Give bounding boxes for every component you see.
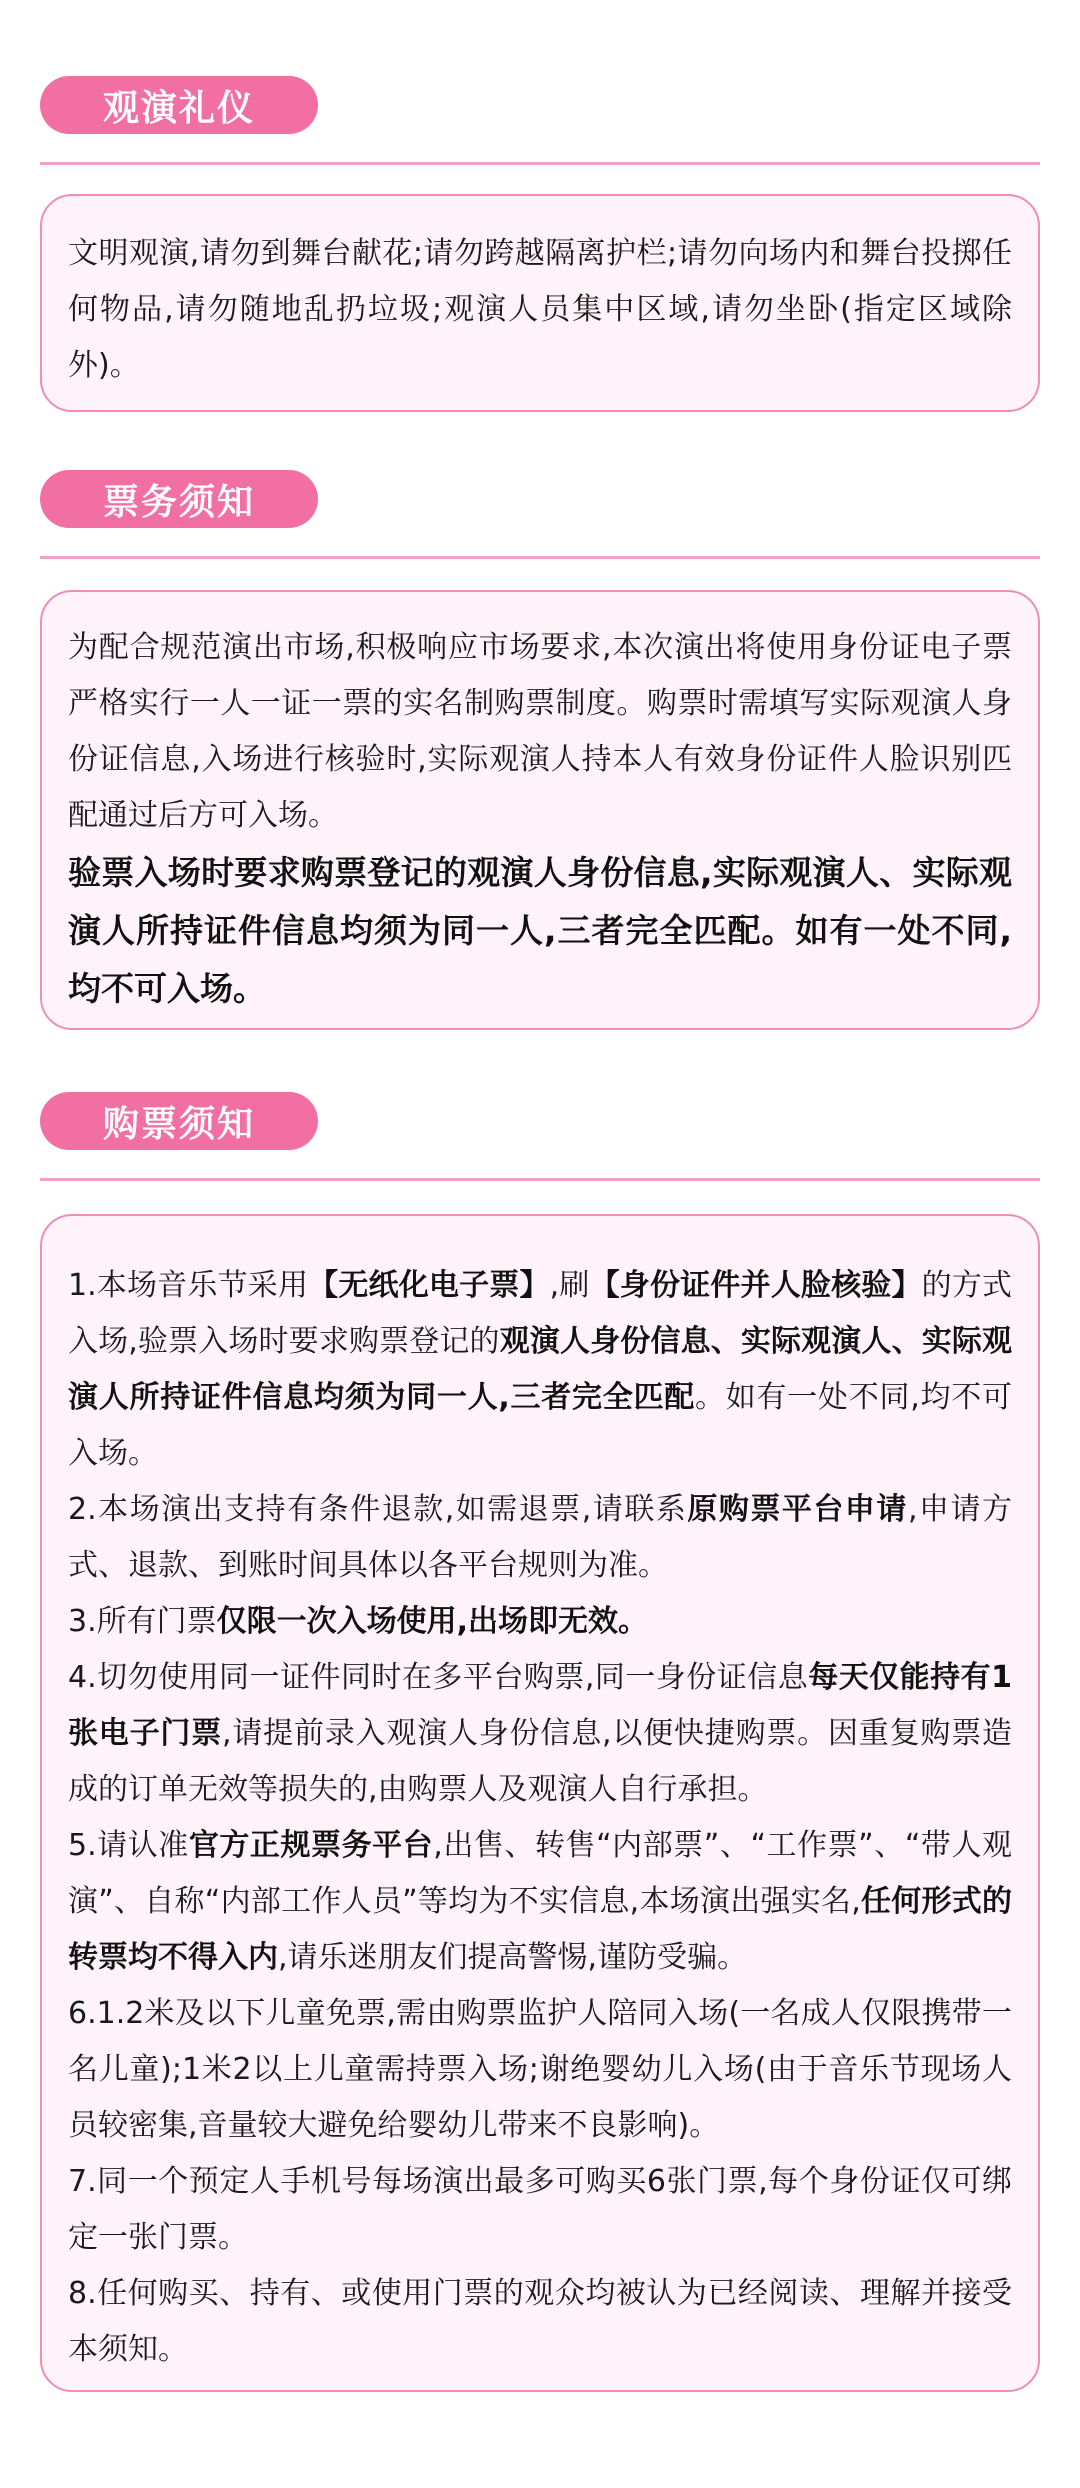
section-title-purchase-notice: 购票须知: [40, 1092, 318, 1150]
purchase-notice-card: [40, 1214, 1040, 2392]
ticket-notice-bold-text: 验票入场时要求购票登记的观演人身份信息,实际观演人、实际观演人所持证件信息均须为同一人,三者完全匹配。如有一处不同,均不可入场。: [68, 853, 1012, 1008]
ticket-notice-text: 为配合规范演出市场,积极响应市场要求,本次演出将使用身份证电子票严格实行一人一证一票的实名制购票制度。购票时需填写实际观演人身份证信息,入场进行核验时,实际观演人持本人有效身份证件人脸识别匹配通过后方可入场。: [68, 630, 1012, 833]
list-item: 6.1.2米及以下儿童免票,需由购票监护人陪同入场(一名成人仅限携带一名儿童);1米2以上儿童需持票入场;谢绝婴幼儿入场(由于音乐节现场人员较密集,音量较大避免给婴幼儿带来不良影响)。: [68, 1996, 1012, 2143]
list-item: 3.所有门票仅限一次入场使用,出场即无效。: [68, 1604, 649, 1639]
section-divider: [40, 1178, 1040, 1181]
section-title-ticket-notice: 票务须知: [40, 470, 318, 528]
list-item: 2.本场演出支持有条件退款,如需退票,请联系原购票平台申请,申请方式、退款、到账时间具体以各平台规则为准。: [68, 1492, 1012, 1583]
list-item: 5.请认准官方正规票务平台,出售、转售“内部票”、“工作票”、“带人观演”、自称“内部工作人员”等均为不实信息,本场演出强实名,任何形式的转票均不得入内,请乐迷朋友们提高警惕,谨防受骗。: [68, 1828, 1013, 1975]
section-divider: [40, 162, 1040, 165]
list-item: 8.任何购买、持有、或使用门票的观众均被认为已经阅读、理解并接受本须知。: [68, 2276, 1012, 2367]
etiquette-card: [40, 194, 1040, 412]
list-item: 1.本场音乐节采用【无纸化电子票】,刷【身份证件并人脸核验】的方式入场,验票入场时要求购票登记的观演人身份信息、实际观演人、实际观演人所持证件信息均须为同一人,三者完全匹配。如有一处不同,均不可入场。: [68, 1268, 1013, 1471]
list-item: 4.切勿使用同一证件同时在多平台购票,同一身份证信息每天仅能持有1张电子门票,请提前录入观演人身份信息,以便快捷购票。因重复购票造成的订单无效等损失的,由购票人及观演人自行承担。: [68, 1660, 1013, 1807]
section-title-etiquette: 观演礼仪: [40, 76, 318, 134]
section-divider: [40, 556, 1040, 559]
etiquette-text: 文明观演,请勿到舞台献花;请勿跨越隔离护栏;请勿向场内和舞台投掷任何物品,请勿随地乱扔垃圾;观演人员集中区域,请勿坐卧(指定区域除外)。: [68, 236, 1012, 383]
list-item: 7.同一个预定人手机号每场演出最多可购买6张门票,每个身份证仅可绑定一张门票。: [68, 2164, 1012, 2255]
ticket-notice-card: [40, 590, 1040, 1030]
